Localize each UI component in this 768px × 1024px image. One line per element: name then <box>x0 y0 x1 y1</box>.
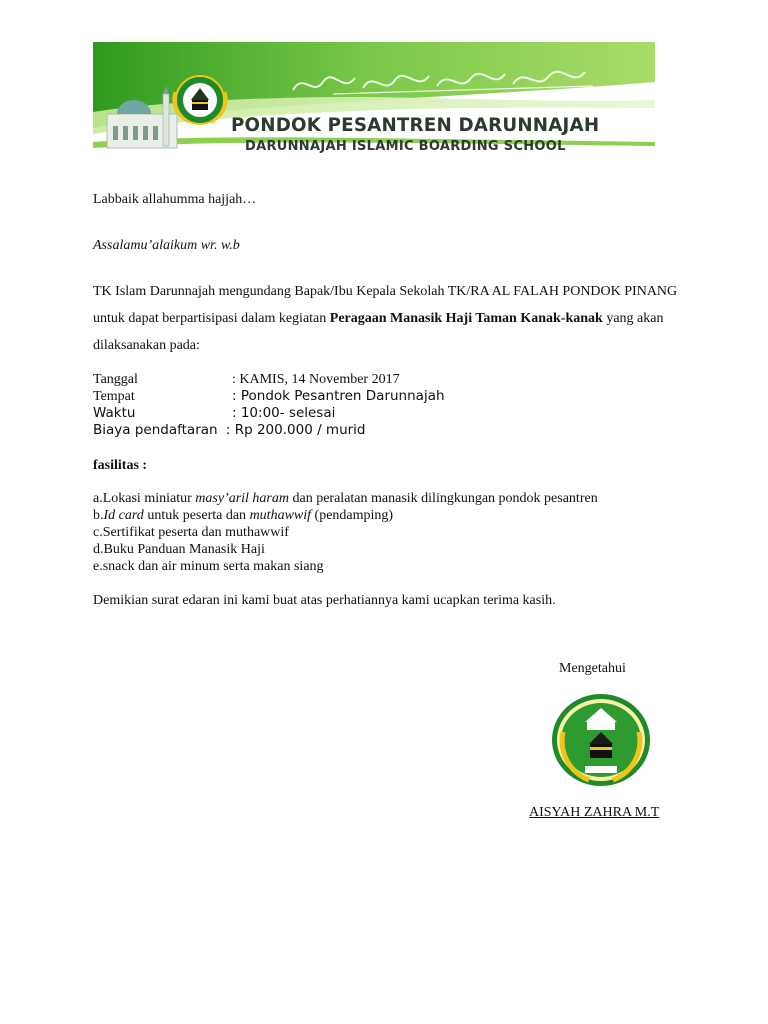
intro-text-1: TK Islam Darunnajah mengundang Bapak/Ibu Kepala Sekolah TK/RA AL FALAH PONDOK PINANG untuk dapat berpartisipasi dalam kegiatan <box>93 284 678 326</box>
detail-row-date <box>93 371 400 388</box>
banner-title: PONDOK PESANTREN DARUNNAJAH <box>231 114 600 136</box>
mengetahui-label: Mengetahui <box>559 661 626 676</box>
list-item-text: a.Lokasi miniatur <box>93 491 196 506</box>
detail-label: Tempat <box>93 389 135 404</box>
intro-text-2: yang akan dilaksanakan pada: <box>93 311 664 353</box>
detail-label: Tanggal <box>93 372 138 387</box>
list-item-text: dan peralatan manasik dilingkungan pondok pesantren <box>289 491 598 506</box>
list-item <box>93 507 393 524</box>
detail-value: : KAMIS, 14 November 2017 <box>232 372 400 387</box>
banner-subtitle: DARUNNAJAH ISLAMIC BOARDING SCHOOL <box>245 139 566 154</box>
detail-label: Biaya pendaftaran <box>93 422 218 438</box>
greeting-line: Labbaik allahumma hajjah… <box>93 192 257 207</box>
detail-row-time <box>93 405 336 422</box>
detail-value: : Pondok Pesantren Darunnajah <box>232 388 445 404</box>
list-item-text: untuk peserta dan <box>143 508 250 523</box>
intro-paragraph <box>93 278 678 359</box>
school-logo-icon <box>549 692 653 788</box>
list-item-text: b. <box>93 508 104 523</box>
header-banner <box>93 42 655 160</box>
closing-line: Demikian surat edaran ini kami buat atas perhatiannya kami ucapkan terima kasih. <box>93 593 556 608</box>
list-item <box>93 490 598 507</box>
event-name: Peragaan Manasik Haji Taman Kanak-kanak <box>329 311 603 326</box>
list-item: e.snack dan air minum serta makan siang <box>93 559 324 574</box>
list-item-italic: Id card <box>103 508 144 523</box>
emblem-icon <box>174 76 226 124</box>
detail-value: : 10:00- selesai <box>232 405 336 421</box>
list-item: d.Buku Panduan Manasik Haji <box>93 542 265 557</box>
list-item-italic: muthawwif <box>249 508 312 523</box>
detail-row-fee <box>93 422 366 439</box>
signer-name: AISYAH ZAHRA M.T <box>529 805 660 820</box>
list-item: c.Sertifikat peserta dan muthawwif <box>93 525 289 540</box>
list-item-text: (pendamping) <box>311 508 394 523</box>
salam-line: Assalamu’alaikum wr. w.b <box>93 238 240 253</box>
detail-label: Waktu <box>93 405 136 421</box>
detail-value: : Rp 200.000 / murid <box>225 422 366 438</box>
detail-row-place <box>93 388 445 405</box>
fasilitas-heading: fasilitas : <box>93 458 148 473</box>
list-item-italic: masy’aril haram <box>195 491 289 506</box>
